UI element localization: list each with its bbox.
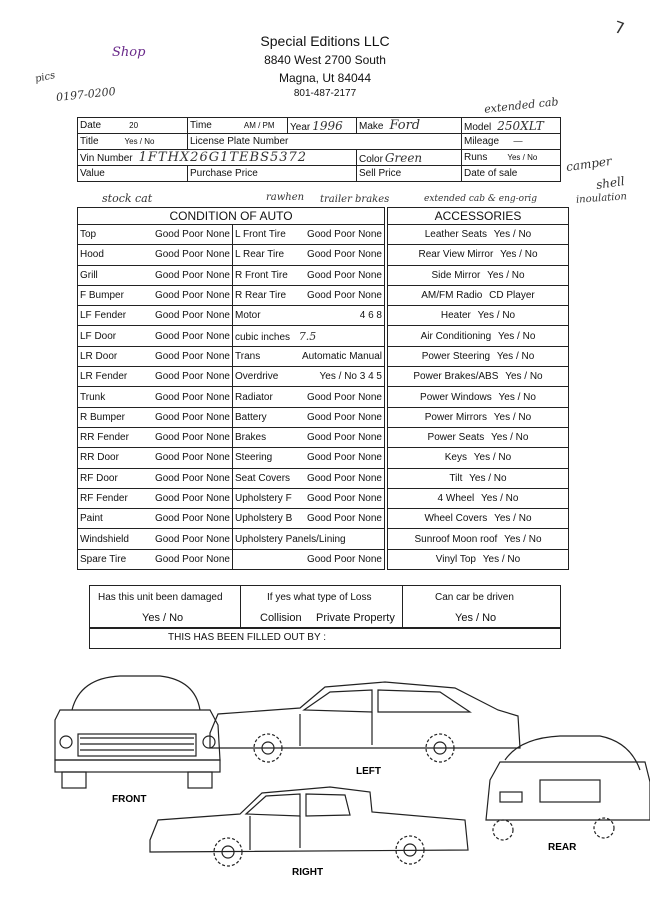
accessory-label: Power Steering <box>421 350 491 362</box>
component-label: R Rear Tire <box>235 290 287 302</box>
car-diagram <box>0 650 650 924</box>
condition-row <box>78 306 385 326</box>
condition-row <box>78 529 385 549</box>
part-label: LR Fender <box>80 371 128 383</box>
component-label: Upholstery F <box>235 493 292 504</box>
vin-value: 1FTHX26G1TEBS5372 <box>138 150 308 165</box>
date-label: Date <box>80 120 102 131</box>
handwritten-extended-cab: extended cab <box>483 95 560 116</box>
model-value: 250XLT <box>497 118 544 133</box>
part-label: RR Door <box>80 452 119 464</box>
component-options: Good Poor None <box>306 269 382 281</box>
part-label: LR Door <box>80 350 118 362</box>
part-label: Windshield <box>80 533 129 545</box>
accessory-label: Power Seats <box>427 432 485 444</box>
component-label: L Rear Tire <box>235 249 285 261</box>
handwritten-ext: extended cab & eng-orig <box>424 194 538 204</box>
accessory-label: Air Conditioning <box>420 330 492 342</box>
accessory-row <box>388 225 569 245</box>
component-options: Good Poor None <box>306 553 382 565</box>
cubic-inches-value: 7.5 <box>298 329 317 343</box>
part-options: Good Poor None <box>154 411 230 423</box>
damaged-answer: Yes / No <box>142 612 184 624</box>
component-options: Good Poor None <box>306 432 382 444</box>
part-options: Good Poor None <box>154 330 230 342</box>
right-label: RIGHT <box>292 867 324 878</box>
component-label: R Front Tire <box>235 269 288 281</box>
accessory-label: Power Windows <box>420 391 492 403</box>
accessory-options: Yes / No <box>469 472 507 484</box>
accessory-options: Yes / No <box>505 371 543 383</box>
year-value: 1996 <box>312 118 343 133</box>
make-value: Ford <box>389 118 421 133</box>
date-of-sale-label: Date of sale <box>464 168 518 179</box>
part-label: F Bumper <box>80 290 124 302</box>
condition-table <box>77 207 385 570</box>
condition-row <box>78 367 385 387</box>
condition-row <box>78 488 385 508</box>
accessory-row <box>388 387 569 407</box>
front-car-drawing <box>55 676 220 788</box>
handwritten-trailer: trailer brakes <box>320 194 390 205</box>
make-label: Make <box>359 121 384 132</box>
condition-row <box>78 245 385 265</box>
component-label: Battery <box>235 411 267 423</box>
accessory-label: Rear View Mirror <box>418 249 494 261</box>
part-options: Good Poor None <box>154 472 230 484</box>
part-label: Paint <box>80 513 103 525</box>
accessory-options: CD Player <box>489 290 535 302</box>
component-label: Overdrive <box>235 371 279 383</box>
accessory-label: Heater <box>440 310 471 322</box>
loss-private-property: Private Property <box>316 612 395 624</box>
company-name: Special Editions LLC <box>260 33 390 49</box>
mileage-value: — <box>513 136 524 147</box>
accessory-label: 4 Wheel <box>437 493 475 504</box>
part-options: Good Poor None <box>154 350 230 362</box>
condition-row <box>78 509 385 529</box>
value-label: Value <box>80 168 105 179</box>
loss-collision: Collision <box>260 612 302 624</box>
handwritten-custom: rawhen <box>266 192 305 203</box>
accessory-label: Side Mirror <box>431 269 481 281</box>
left-label: LEFT <box>356 766 381 777</box>
accessory-options: Yes / No <box>477 310 516 322</box>
company-city: Magna, Ut 84044 <box>278 71 372 85</box>
component-options: Yes / No 3 4 5 <box>319 371 382 383</box>
component-options: Good Poor None <box>306 391 382 403</box>
accessory-row <box>388 346 569 366</box>
damaged-question: Has this unit been damaged <box>98 592 223 603</box>
accessory-row <box>388 509 569 529</box>
accessory-options: Yes / No <box>491 432 529 444</box>
part-options: Good Poor None <box>154 452 230 464</box>
component-options: Good Poor None <box>306 513 382 525</box>
part-label: RF Door <box>80 472 118 484</box>
component-label: Upholstery B <box>235 513 293 525</box>
accessory-row <box>388 265 569 285</box>
damage-box <box>89 585 561 629</box>
left-car-drawing <box>210 682 520 762</box>
accessory-options: Yes / No <box>497 330 536 342</box>
component-label: Trans <box>235 350 261 362</box>
condition-row <box>78 346 385 366</box>
component-label: cubic inches <box>235 331 291 343</box>
part-label: LF Fender <box>80 310 127 322</box>
ampm-option: AM / PM <box>243 121 275 130</box>
accessory-label: Sunroof Moon roof <box>414 533 498 545</box>
part-label: Grill <box>80 269 98 281</box>
accessory-label: Leather Seats <box>424 229 488 241</box>
model-label: Model <box>464 121 492 133</box>
accessory-label: AM/FM Radio <box>421 290 483 302</box>
accessory-options: Yes / No <box>496 350 535 362</box>
part-options: Good Poor None <box>154 310 230 322</box>
license-plate-label: License Plate Number <box>190 136 289 147</box>
handwritten-shop: Shop <box>112 45 146 60</box>
title-yesno: Yes / No <box>124 137 155 146</box>
condition-row <box>78 326 385 346</box>
rear-label: REAR <box>548 842 577 853</box>
component-label: Upholstery Panels/Lining <box>235 533 346 545</box>
filled-out-by-label: THIS HAS BEEN FILLED OUT BY : <box>168 632 327 643</box>
condition-title: CONDITION OF AUTO <box>78 208 385 225</box>
driven-answer: Yes / No <box>455 612 497 624</box>
accessory-options: Yes / No <box>482 553 521 565</box>
component-options: Good Poor None <box>306 493 382 504</box>
component-label: Radiator <box>235 391 273 403</box>
accessory-options: Yes / No <box>494 513 532 525</box>
component-options: Good Poor None <box>306 452 382 464</box>
time-label: Time <box>190 120 212 131</box>
part-label: Hood <box>80 249 104 261</box>
company-phone: 801-487-2177 <box>293 88 357 99</box>
part-label: RR Fender <box>80 432 129 444</box>
accessory-options: Yes / No <box>493 411 532 423</box>
condition-row <box>78 407 385 427</box>
component-options: Good Poor None <box>306 249 382 261</box>
color-label: Color <box>359 153 383 165</box>
part-options: Good Poor None <box>154 269 230 281</box>
accessory-row <box>388 367 569 387</box>
part-options: Good Poor None <box>154 513 230 525</box>
component-label: Seat Covers <box>235 472 291 484</box>
vin-label: Vin Number <box>80 153 133 164</box>
mileage-label: Mileage <box>464 136 500 147</box>
component-options: Good Poor None <box>306 290 382 302</box>
part-label: Trunk <box>80 391 106 403</box>
accessory-row <box>388 326 569 346</box>
condition-row <box>78 387 385 407</box>
accessory-label: Vinyl Top <box>435 553 476 565</box>
handwritten-inoulation: inoulation <box>575 191 628 206</box>
handwritten-pics-range: 0197-0200 <box>55 84 117 105</box>
runs-label: Runs <box>464 152 488 163</box>
accessory-options: Yes / No <box>481 493 519 504</box>
accessory-label: Power Brakes/ABS <box>413 371 499 383</box>
part-options: Good Poor None <box>154 249 230 261</box>
purchase-price-label: Purchase Price <box>190 168 258 179</box>
condition-row <box>78 427 385 447</box>
part-options: Good Poor None <box>154 290 230 302</box>
accessory-row <box>388 245 569 265</box>
component-options: Good Poor None <box>306 229 382 241</box>
handwritten-stock-cat: stock cat <box>102 192 153 205</box>
component-label: Motor <box>235 310 261 322</box>
part-options: Good Poor None <box>154 553 230 565</box>
handwritten-camper: camper <box>565 153 613 175</box>
accessory-row <box>388 488 569 508</box>
part-options: Good Poor None <box>154 493 230 504</box>
handwritten-pics: pics <box>34 70 57 85</box>
handwritten-shell: shell <box>595 174 626 192</box>
component-label: Steering <box>235 452 273 464</box>
date-value: 20 <box>129 121 139 130</box>
component-options: Automatic Manual <box>301 350 382 362</box>
accessory-row <box>388 427 569 447</box>
part-options: Good Poor None <box>154 432 230 444</box>
driven-question: Can car be driven <box>435 592 514 603</box>
condition-row <box>78 448 385 468</box>
component-label: L Front Tire <box>235 229 286 241</box>
part-options: Good Poor None <box>154 533 230 545</box>
accessory-label: Power Mirrors <box>424 411 487 423</box>
title-label: Title <box>80 136 99 147</box>
condition-row <box>78 468 385 488</box>
accessories-table <box>387 207 569 570</box>
corner-mark: ⅂ <box>611 17 626 38</box>
accessory-row <box>388 529 569 549</box>
color-value: Green <box>384 150 423 165</box>
loss-type-question: If yes what type of Loss <box>267 592 372 603</box>
filled-out-by-box <box>89 627 561 649</box>
accessory-options: Yes / No <box>473 452 512 464</box>
accessory-options: Yes / No <box>487 269 525 281</box>
part-label: Top <box>80 229 97 241</box>
accessory-label: Tilt <box>449 472 463 484</box>
part-label: Spare Tire <box>80 553 127 565</box>
accessory-row <box>388 285 569 305</box>
right-car-drawing <box>150 787 468 866</box>
part-label: R Bumper <box>80 411 126 423</box>
accessory-row <box>388 468 569 488</box>
company-street: 8840 West 2700 South <box>264 53 386 67</box>
accessory-label: Wheel Covers <box>424 513 488 525</box>
part-options: Good Poor None <box>154 229 230 241</box>
accessory-options: Yes / No <box>493 229 532 241</box>
part-options: Good Poor None <box>154 391 230 403</box>
accessory-row <box>388 549 569 569</box>
component-options: Good Poor None <box>306 472 382 484</box>
accessory-options: Yes / No <box>504 533 542 545</box>
accessory-label: Keys <box>444 452 467 464</box>
condition-row <box>78 285 385 305</box>
component-label: Brakes <box>235 432 267 444</box>
sell-price-label: Sell Price <box>359 168 402 179</box>
year-label: Year <box>290 121 311 133</box>
part-options: Good Poor None <box>154 371 230 383</box>
component-options: 4 6 8 <box>359 310 382 322</box>
component-options: Good Poor None <box>306 411 382 423</box>
accessory-options: Yes / No <box>498 391 536 403</box>
accessory-row <box>388 306 569 326</box>
accessory-options: Yes / No <box>500 249 538 261</box>
part-label: RF Fender <box>80 493 128 504</box>
front-label: FRONT <box>112 794 147 805</box>
part-label: LF Door <box>80 330 117 342</box>
condition-row <box>78 549 385 569</box>
accessory-row <box>388 407 569 427</box>
condition-row <box>78 225 385 245</box>
accessories-title: ACCESSORIES <box>388 208 569 225</box>
accessory-row <box>388 448 569 468</box>
vehicle-info-table <box>77 117 561 182</box>
rear-car-drawing <box>486 736 650 840</box>
condition-row <box>78 265 385 285</box>
runs-yesno: Yes / No <box>507 153 538 162</box>
